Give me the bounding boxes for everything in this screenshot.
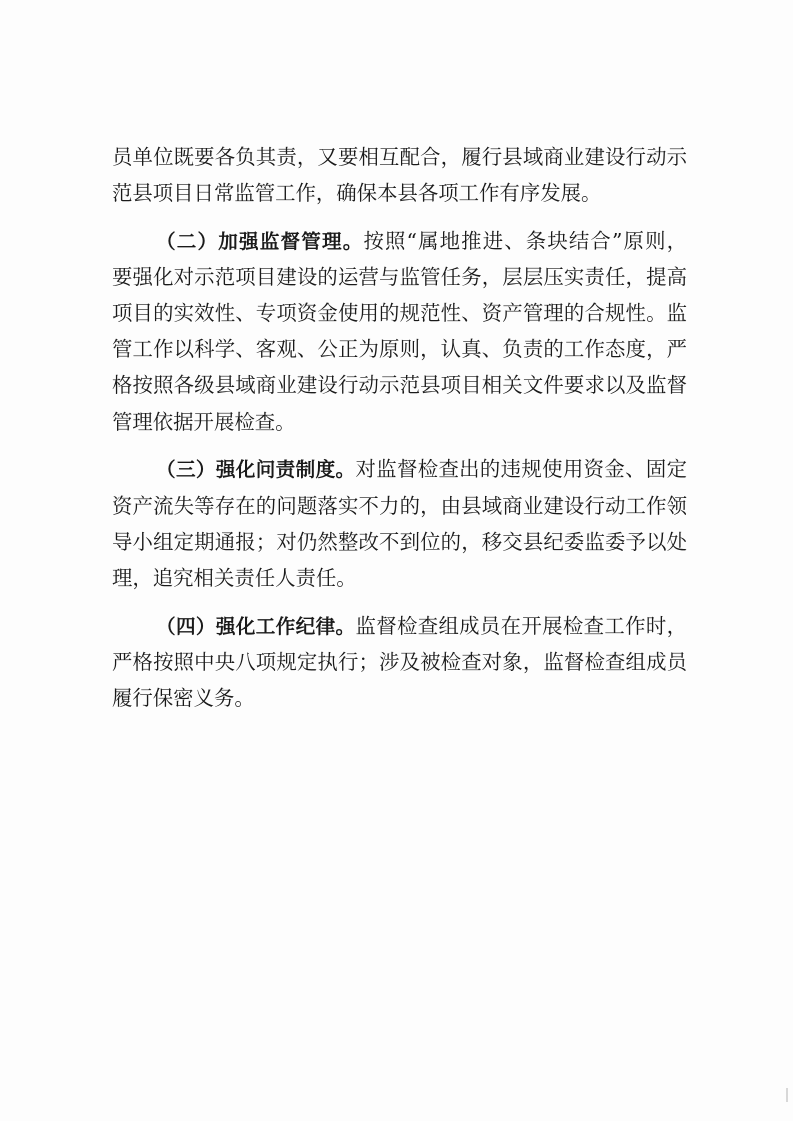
paragraph-3-line-1-text: 对监督检查出的违规使用资金、固定	[355, 457, 688, 481]
section-heading-supervision: （二）加强监督管理。	[156, 230, 364, 253]
paragraph-4-line-1-text: 监督检查组成员在开展检查工作时，	[355, 614, 688, 638]
section-heading-discipline: （四）强化工作纪律。	[156, 615, 356, 638]
paragraph-2-line-3: 项目的实效性、专项资金使用的规范性、资产管理的合规性。监	[112, 301, 687, 325]
paragraph-2-line-2: 要强化对示范项目建设的运营与监管任务，层层压实责任，提高	[112, 265, 687, 289]
paragraph-3-line-3: 导小组定期通报；对仍然整改不到位的，移交县纪委监委予以处	[112, 530, 687, 554]
paragraph-3-line-2: 资产流失等存在的问题落实不力的，由县域商业建设行动工作领	[112, 494, 687, 518]
paragraph-2-line-1	[156, 226, 687, 256]
paragraph-4-line-3: 履行保密义务。	[112, 686, 255, 710]
paragraph-2-line-4: 管工作以科学、客观、公正为原则，认真、负责的工作态度，严	[112, 337, 687, 361]
paragraph-2-line-6: 管理依据开展检查。	[112, 410, 296, 434]
paragraph-4-line-2: 严格按照中央八项规定执行；涉及被检查对象，监督检查组成员	[112, 650, 687, 674]
paragraph-3-line-4: 理，追究相关责任人责任。	[112, 566, 357, 590]
paragraph-1-line-1: 员单位既要各负其责，又要相互配合，履行县域商业建设行动示	[112, 145, 687, 169]
section-heading-accountability: （三）强化问责制度。	[156, 458, 356, 481]
paragraph-1-line-2: 范县项目日常监管工作，确保本县各项工作有序发展。	[112, 181, 602, 205]
paragraph-2-line-1-text: 按照“属地推进、条块结合”原则，	[363, 229, 687, 253]
paragraph-2-line-5: 格按照各级县域商业建设行动示范县项目相关文件要求以及监督	[112, 373, 687, 397]
scan-edge-mark	[786, 1088, 788, 1102]
paragraph-3-line-1	[156, 454, 687, 484]
paragraph-4-line-1	[156, 611, 687, 641]
